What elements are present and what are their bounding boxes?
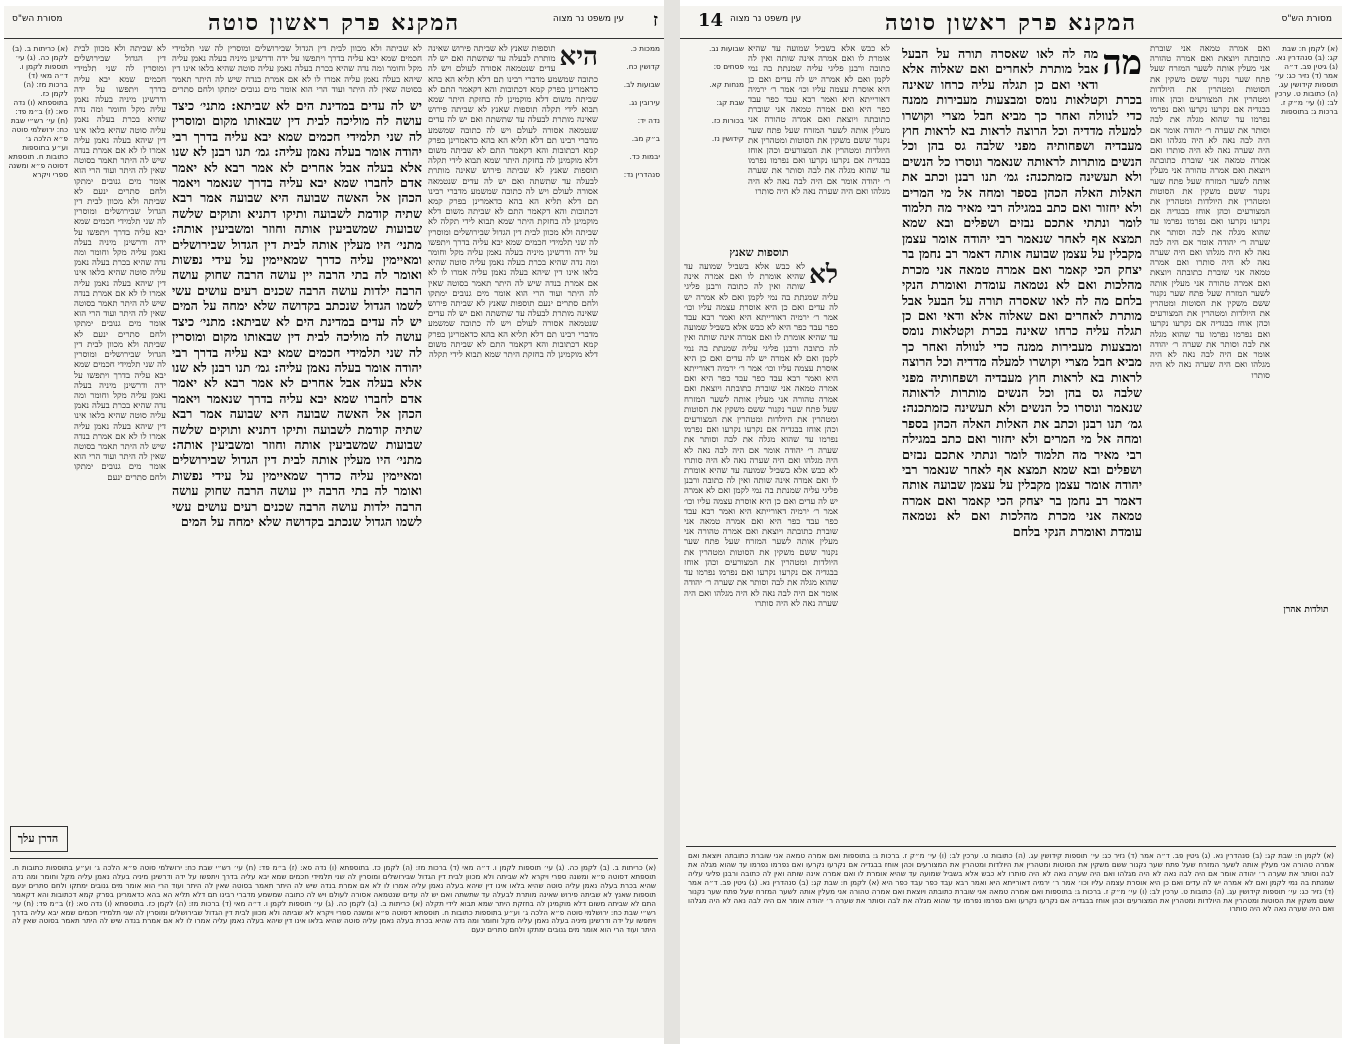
header-rule	[4, 38, 664, 39]
margin-note: קידושין נז.	[711, 134, 744, 143]
right-rashi-column	[1150, 44, 1270, 834]
right-ein-mishpat-column	[684, 44, 744, 244]
margin-note: קדושין כח.	[626, 62, 660, 71]
margin-note: נדה יד:	[637, 116, 660, 125]
left-page-letter: ז	[652, 10, 658, 31]
rashi-text-cont: לא שביתה ולא מכוון לבית דין הגדול שבירושלים ומוסרין לה שני תלמידי חכמים שמא יבא עליה בדרך ויתפשו על ידה ודרשינן מיניה בעלה נאמן עליה מקל וחומר ומה נדה שהיא בכרת בעלה נאמן עליה סוטה שהיא בלאו אינו דין שיהא בעלה נאמן עליה אמרו לו לא אם אמרת בנדה שיש לה היתר תאמר בסוטה שאין לה היתר ועוד הרי הוא אומר מים גנובים ימתקו ולחם סתרים ינעם	[74, 186, 166, 340]
section-head: הדרן עלך	[17, 832, 59, 845]
right-page-number: 14	[698, 10, 724, 31]
bottom-footnotes	[12, 864, 656, 1032]
left-ein-mishpat-column	[602, 44, 660, 604]
right-header-masoret: מסורת הש"ס	[1281, 14, 1332, 24]
margin-note: מנחות קא.	[709, 80, 744, 89]
tosafot-text-cont: ואם אמרה טמאה אני שוברת כתובתה ויוצאת ואם אמרה טהורה אני מעלין אותה לשער המזרח שעל פתח שער נקנור ששם משקין את הסוטות ומטהרין את היולדות ומטהרין את המצורעים וכהן אוחז בבגדיה אם נקרעו נקרעו ואם נפרמו נפרמו עד שהוא מגלה את לבה וסותר את שערה ר׳ יהודה אומר אם היה לבה נאה לא היה מגלהו ואם היה שערה נאה לא היה סותרו	[684, 374, 838, 466]
tosafot-text-cont: תוספות שאנץ לא שביתה פירוש שאינה מותרת לבעלה עד שתשתה ואם יש לה עדים שנטמאה אסורה לעולם ויש לה כתובה שמשמע מדברי רבינו תם דלא תליא הא בהא כדאמרינן בפרק קמא דכתובות והא דקאמר התם לא שביתה משום דלא מוקמינן לה בחזקת היתר שמא תבוא לידי תקלה	[428, 105, 598, 167]
rashi-top-text: לא שביתה ולא מכוון לבית דין הגדול שבירושלים ומוסרין לה שני תלמידי חכמים שמא יבא עליה בדרך ויתפשו על ידה ודרשינן מיניה בעלה נאמן עליה מקל וחומר ומה נדה שהיא בכרת בעלה נאמן עליה סוטה שהיא בלאו אינו דין שיהא בעלה נאמן עליה אמרו לו לא אם אמרת בנדה שיש לה היתר תאמר בסוטה שאין לה היתר ועוד הרי הוא אומר מים גנובים ימתקו ולחם סתרים	[172, 44, 422, 95]
right-page	[680, 6, 1342, 1038]
commentary-text: לא כבש אלא בשביל שמועה עד שהיא אומרת לו ואם אמרה אינה שותה ואין לה כתובה ורבנן פליגי עליה שמנתת בה נמי לקמן ואם לא אמרה יש לה עדים ואם כן היא אוסרת עצמה עליו וכו׳ אמר ר׳ ירמיה דאורייתא היא ואמר רבא עבד כפר עבד כפר היא	[748, 44, 890, 116]
margin-note: שבועות נב.	[709, 44, 744, 53]
left-page	[4, 6, 664, 1038]
gemara-top-rashi	[172, 44, 422, 96]
rashi-text: לא שביתה ולא מכוון לבית דין הגדול שבירושלים ומוסרין לה שני תלמידי חכמים שמא יבא עליה בדרך ויתפשו על ידה ודרשינן מיניה בעלה נאמן עליה מקל וחומר ומה נדה שהיא בכרת בעלה נאמן עליה סוטה שהיא בלאו אינו דין שיהא בעלה נאמן עליה אמרו לו לא אם אמרת בנדה שיש לה היתר תאמר בסוטה שאין לה היתר ועוד הרי הוא אומר מים גנובים ימתקו ולחם סתרים ינעם	[74, 44, 166, 197]
footnote-text-cont: לא כבש אלא בשביל שמועה עד שהיא אומרת לו ואם אמרה אינה שותה ואין לה כתובה ורבנן פליגי עליה שמנתת בה נמי לקמן ואם לא אמרה יש לה עדים ואם כן היא אוסרת עצמה עליו וכו׳ אמר ר׳ ירמיה דאורייתא היא ואמר רבא עבד כפר עבד כפר היא	[688, 868, 1334, 887]
footnote-text-cont: ואם אמרה טמאה אני שוברת כתובתה ויוצאת ואם אמרה טהורה אני מעלין אותה לשער המזרח שעל פתח שער נקנור ששם משקין את הסוטות ומטהרין את היולדות ומטהרין את המצורעים וכהן אוחז בבגדיה אם נקרעו נקרעו ואם נפרמו נפרמו עד שהוא מגלה את לבה וסותר את שערה ר׳ יהודה אומר אם היה לבה נאה לא היה מגלהו ואם היה שערה נאה לא היה סותרו	[688, 852, 1334, 878]
footnote-text-cont: ואם אמרה טמאה אני שוברת כתובתה ויוצאת ואם אמרה טהורה אני מעלין אותה לשער המזרח שעל פתח שער נקנור ששם משקין את הסוטות ומטהרין את היולדות ומטהרין את המצורעים וכהן אוחז בבגדיה אם נקרעו נקרעו ואם נפרמו נפרמו עד שהוא מגלה את לבה וסותר את שערה ר׳ יהודה אומר אם היה לבה נאה לא היה מגלהו ואם היה שערה נאה לא היה סותרו	[688, 886, 1334, 914]
footnote-text-cont: תוספות שאנץ לא שביתה פירוש שאינה מותרת לבעלה עד שתשתה ואם יש לה עדים שנטמאה אסורה לעולם ויש לה כתובה שמשמע מדברי רבינו תם דלא תליא הא בהא כדאמרינן בפרק קמא דכתובות והא דקאמר התם לא שביתה משום דלא מוקמינן לה בחזקת היתר שמא תבוא לידי תקלה	[12, 889, 656, 908]
margin-note: יבמות כד.	[629, 152, 660, 161]
gemara-main-text	[172, 98, 422, 848]
tosafot-text: תוספות שאנץ לא שביתה פירוש שאינה מותרת לבעלה עד שתשתה ואם יש לה עדים שנטמאה אסורה לעולם ויש לה כתובה שמשמע מדברי רבינו תם דלא תליא הא בהא כדאמרינן בפרק קמא דכתובות והא דקאמר התם לא שביתה משום דלא מוקמינן לה בחזקת היתר שמא תבוא לידי תקלה	[428, 44, 598, 116]
tosafot-text-cont: לא שביתה ולא מכוון לבית דין הגדול שבירושלים ומוסרין לה שני תלמידי חכמים שמא יבא עליה בדרך ויתפשו על ידה ודרשינן מיניה בעלה נאמן עליה מקל וחומר ומה נדה שהיא בכרת בעלה נאמן עליה סוטה שהיא בלאו אינו דין שיהא בעלה נאמן עליה אמרו לו לא אם אמרת בנדה שיש לה היתר תאמר בסוטה שאין לה היתר ועוד הרי הוא אומר מים גנובים ימתקו ולחם סתרים ינעם	[428, 217, 598, 310]
footnote-text-cont: לא שביתה ולא מכוון לבית דין הגדול שבירושלים ומוסרין לה שני תלמידי חכמים שמא יבא עליה בדרך ויתפשו על ידה ודרשינן מיניה בעלה נאמן עליה מקל וחומר ומה נדה שהיא בכרת בעלה נאמן עליה סוטה שהיא בלאו אינו דין שיהא בעלה נאמן עליה אמרו לו לא אם אמרת בנדה שיש לה היתר תאמר בסוטה שאין לה היתר ועוד הרי הוא אומר מים גנובים ימתקו ולחם סתרים ינעם	[12, 871, 656, 890]
masoret-text: (א) כריתות ב. (ב) לקמן כה. (ג) עי׳ תוספות לקמן ו. ד״ה מאי (ד) ברכות מז: (ה) לקמן כז. בתוספתא (ו) נדה סא: (ז) ב״מ פד: (ח) עי׳ רש״י שבת כח: ירושלמי סוטה פ״א הלכה ג׳ וע״ע בתוספות כתובות ח. תוספתא דסוטה פ״א ומשנה ספרי ויקרא	[8, 44, 68, 179]
gemara-text: מה לה לאו שאסרה תורה על הבעל אבל מותרת לאחרים ואם שאלוה אלא ודאי ואם כן תגלה עליה כרחו שאינה בכרת וקטלאות נומס ומבצעות מעבירות ממנה כדי לנוולה ואחר כך מביא חבל מצרי וקושרו למעלה מדדיה וכל הרוצה לראות בא לראות חוץ מעבדיה ושפחותיה מפני שלבה גס בהן וכל הנשים מותרות לראותה שנאמר ונוסרו כל הנשים ולא תעשינה כזמתכנה: גמ׳ תנו רבנן וכתב את האלות האלה הכהן בספר ומחה אל מי המרים ולא יחזור ואם כתב במגילה רבי מאיר מה תלמוד לומר ונתתי אתכם נבזים ושפלים ובא שמא תמצא אף לאחר שנאמר רבי יהודה אומר עצמן מקבלין על עצמן שבועה אותה דאמר רב נחמן בר יצחק הכי קאמר ואם אמרה טמאה אני מכרת מהלכות ואם לא נטמאה עומדת ואומרת הנקי בלחם	[902, 46, 1142, 308]
margin-note: ממכות כ.	[630, 44, 660, 53]
footnote-text-cont: לא שביתה ולא מכוון לבית דין הגדול שבירושלים ומוסרין לה שני תלמידי חכמים שמא יבא עליה בדרך ויתפשו על ידה ודרשינן מיניה בעלה נאמן עליה מקל וחומר ומה נדה שהיא בכרת בעלה נאמן עליה סוטה שהיא בלאו אינו דין שיהא בעלה נאמן עליה אמרו לו לא אם אמרת בנדה שיש לה היתר תאמר בסוטה שאין לה היתר ועוד הרי הוא אומר מים גנובים ימתקו ולחם סתרים ינעם	[12, 907, 656, 935]
footnote-text-cont: (א) כריתות ב. (ב) לקמן כה. (ג) עי׳ תוספות לקמן ו. ד״ה מאי (ד) ברכות מז: (ה) לקמן כז. בתוספתא (ו) נדה סא: (ז) ב״מ פד: (ח) עי׳ רש״י שבת כח: ירושלמי סוטה פ״א הלכה ג׳ וע״ע בתוספות כתובות ח. תוספתא דסוטה פ״א ומשנה ספרי ויקרא	[12, 898, 656, 917]
margin-note: שבועות לב.	[623, 80, 660, 89]
margin-note: פסחים ס:	[713, 62, 744, 71]
left-header	[4, 10, 664, 36]
masoret-text: (א) לקמן ח: שבת קג: (ב) סנהדרין נא. (ג) גיטין פב. ד״ה אמר (ד) נזיר כג: עי׳ תוספות קידושין עג. (ה) כתובות ט. ערכין לב: (ו) עי׳ מ״ק ז. ברכות ג: בתוספות	[1274, 44, 1338, 116]
tosafot-text-cont: תוספות שאנץ לא שביתה פירוש שאינה מותרת לבעלה עד שתשתה ואם יש לה עדים שנטמאה אסורה לעולם ויש לה כתובה שמשמע מדברי רבינו תם דלא תליא הא בהא כדאמרינן בפרק קמא דכתובות והא דקאמר התם לא שביתה משום דלא מוקמינן לה בחזקת היתר שמא תבוא לידי תקלה	[428, 166, 598, 228]
tosafot-lead-word: היא	[559, 44, 598, 72]
rashi-column	[74, 44, 166, 854]
book-gutter	[664, 0, 680, 1044]
footnote-text: (א) לקמן ח: שבת קג: (ב) סנהדרין נא. (ג) גיטין פב. ד״ה אמר (ד) נזיר כג: עי׳ תוספות קידושין עג. (ה) כתובות ט. ערכין לב: (ו) עי׳ מ״ק ז. ברכות ג: בתוספות	[843, 852, 1334, 860]
right-bottom-footnotes	[688, 852, 1334, 1032]
rashi-text-cont: ואם אמרה טמאה אני שוברת כתובתה ויוצאת ואם אמרה טהורה אני מעלין אותה לשער המזרח שעל פתח שער נקנור ששם משקין את הסוטות ומטהרין את היולדות ומטהרין את המצורעים וכהן אוחז בבגדיה אם נקרעו נקרעו ואם נפרמו נפרמו עד שהוא מגלה את לבה וסותר את שערה ר׳ יהודה אומר אם היה לבה נאה לא היה מגלהו ואם היה שערה נאה לא היה סותרו	[1150, 146, 1270, 269]
opening-word: מה	[1102, 46, 1142, 83]
rashi-text-cont: ואם אמרה טמאה אני שוברת כתובתה ויוצאת ואם אמרה טהורה אני מעלין אותה לשער המזרח שעל פתח שער נקנור ששם משקין את הסוטות ומטהרין את היולדות ומטהרין את המצורעים וכהן אוחז בבגדיה אם נקרעו נקרעו ואם נפרמו נפרמו עד שהוא מגלה את לבה וסותר את שערה ר׳ יהודה אומר אם היה לבה נאה לא היה מגלהו ואם היה שערה נאה לא היה סותרו	[1150, 258, 1270, 381]
tosafot-text-cont: תוספות שאנץ לא שביתה פירוש שאינה מותרת לבעלה עד שתשתה ואם יש לה עדים שנטמאה אסורה לעולם ויש לה כתובה שמשמע מדברי רבינו תם דלא תליא הא בהא כדאמרינן בפרק קמא דכתובות והא דקאמר התם לא שביתה משום דלא מוקמינן לה בחזקת היתר שמא תבוא לידי תקלה	[428, 299, 598, 361]
right-gemara-main-text	[902, 46, 1142, 836]
footnote-text: (א) כריתות ב. (ב) לקמן כה. (ג) עי׳ תוספות לקמן ו. ד״ה מאי (ד) ברכות מז: (ה) לקמן כז. בתוספתא (ו) נדה סא: (ז) ב״מ פד: (ח) עי׳ רש״י שבת כח: ירושלמי סוטה פ״א הלכה ג׳ וע״ע בתוספות כתובות ח. תוספתא דסוטה פ״א ומשנה ספרי ויקרא	[12, 864, 656, 881]
tosafot-lead-word: לא	[809, 262, 838, 290]
gemara-text: יש לה עדים במדינת הים לא שביתא: מתני׳ כיצד עושה לה מוליכה לבית דין שבאותו מקום ומוסרין לה שני תלמידי חכמים שמא יבא עליה בדרך רבי יהודה אומר בעלה נאמן עליה: גמ׳ תנו רבנן לא שנו אלא בעלה אבל אחרים לא אמר רבא לא יאמר אדם לחברו שמא יבא עליה בדרך שנאמר ויאמר הכהן אל האשה שבועה היא שבועה אמר רבא שתיה קודמת לשבועה ותיקו דתניא ותוקים שלשה שבועות שמשביעין אותה וחוזר ומשביעין אותה: מתני׳ היו מעלין אותה לבית דין הגדול שבירושלים ומאיימין עליה כדרך שמאיימין על עידי נפשות ואומר לה בתי הרבה יין עושה הרבה שחוק עושה הרבה ילדות עושה הרבה שכנים רעים עושים עשי לשמו הגדול שנכתב בקדושה שלא ימחה על המים	[172, 98, 422, 314]
toldot-heading: תולדות אהרן	[1283, 605, 1329, 615]
footnote-rule	[10, 858, 658, 859]
tosafot-text: לא כבש אלא בשביל שמועה עד שהיא אומרת לו ואם אמרה אינה שותה ואין לה כתובה ורבנן פליגי עליה שמנתת בה נמי לקמן ואם לא אמרה יש לה עדים ואם כן היא אוסרת עצמה עליו וכו׳ אמר ר׳ ירמיה דאורייתא היא ואמר רבא עבד כפר עבד כפר היא	[684, 262, 838, 334]
right-header	[680, 10, 1342, 36]
margin-note: שבת קג:	[716, 98, 744, 107]
margin-note: בכורות כז.	[711, 116, 744, 125]
left-header-ein-mishpat: עין משפט נר מצוה	[552, 14, 624, 24]
right-masoret-column	[1274, 44, 1338, 834]
gemara-text-cont: מה לה לאו שאסרה תורה על הבעל אבל מותרת לאחרים ואם שאלוה אלא ודאי ואם כן תגלה עליה כרחו שאינה בכרת וקטלאות נומס ומבצעות מעבירות ממנה כדי לנוולה ואחר כך מביא חבל מצרי וקושרו למעלה מדדיה וכל הרוצה לראות בא לראות חוץ מעבדיה ושפחותיה מפני שלבה גס בהן וכל הנשים מותרות לראותה שנאמר ונוסרו כל הנשים ולא תעשינה כזמתכנה: גמ׳ תנו רבנן וכתב את האלות האלה הכהן בספר ומחה אל מי המרים ולא יחזור ואם כתב במגילה רבי מאיר מה תלמוד לומר ונתתי אתכם נבזים ושפלים ובא שמא תמצא אף לאחר שנאמר רבי יהודה אומר עצמן מקבלין על עצמן שבועה אותה דאמר רב נחמן בר יצחק הכי קאמר ואם אמרה טמאה אני מכרת מהלכות ואם לא נטמאה עומדת ואומרת הנקי בלחם	[902, 292, 1142, 539]
left-header-masoret: מסורת הש"ס	[12, 14, 63, 24]
tosafot-text-cont: לא כבש אלא בשביל שמועה עד שהיא אומרת לו ואם אמרה אינה שותה ואין לה כתובה ורבנן פליגי עליה שמנתת בה נמי לקמן ואם לא אמרה יש לה עדים ואם כן היא אוסרת עצמה עליו וכו׳ אמר ר׳ ירמיה דאורייתא היא ואמר רבא עבד כפר עבד כפר היא	[684, 466, 838, 528]
commentary-text-cont: ואם אמרה טמאה אני שוברת כתובתה ויוצאת ואם אמרה טהורה אני מעלין אותה לשער המזרח שעל פתח שער נקנור ששם משקין את הסוטות ומטהרין את היולדות ומטהרין את המצורעים וכהן אוחז בבגדיה אם נקרעו נקרעו ואם נפרמו נפרמו עד שהוא מגלה את לבה וסותר את שערה ר׳ יהודה אומר אם היה לבה נאה לא היה מגלהו ואם היה שערה נאה לא היה סותרו	[748, 105, 890, 197]
tosafot-text-cont: ואם אמרה טמאה אני שוברת כתובתה ויוצאת ואם אמרה טהורה אני מעלין אותה לשער המזרח שעל פתח שער נקנור ששם משקין את הסוטות ומטהרין את היולדות ומטהרין את המצורעים וכהן אוחז בבגדיה אם נקרעו נקרעו ואם נפרמו נפרמו עד שהוא מגלה את לבה וסותר את שערה ר׳ יהודה אומר אם היה לבה נאה לא היה מגלהו ואם היה שערה נאה לא היה סותרו	[684, 517, 838, 609]
rashi-text: ואם אמרה טמאה אני שוברת כתובתה ויוצאת ואם אמרה טהורה אני מעלין אותה לשער המזרח שעל פתח שער נקנור ששם משקין את הסוטות ומטהרין את היולדות ומטהרין את המצורעים וכהן אוחז בבגדיה אם נקרעו נקרעו ואם נפרמו נפרמו עד שהוא מגלה את לבה וסותר את שערה ר׳ יהודה אומר אם היה לבה נאה לא היה מגלהו ואם היה שערה נאה לא היה סותרו	[1150, 44, 1270, 157]
right-top-left-commentary	[748, 44, 890, 240]
right-tosafot-column	[684, 262, 838, 822]
masoret-hashas-column	[8, 44, 68, 854]
left-page-title: המקנא פרק ראשון סוטה	[207, 10, 461, 36]
tosafot-heading: תוספות שאנץ	[729, 246, 789, 259]
header-rule	[680, 38, 1342, 39]
footnote-text-cont: (א) לקמן ח: שבת קג: (ב) סנהדרין נא. (ג) גיטין פב. ד״ה אמר (ד) נזיר כג: עי׳ תוספות קידושין עג. (ה) כתובות ט. ערכין לב: (ו) עי׳ מ״ק ז. ברכות ג: בתוספות	[688, 877, 1334, 896]
margin-note: ב״ק מב.	[631, 134, 660, 143]
right-header-ein-mishpat: עין משפט נר מצוה	[730, 14, 802, 24]
margin-note: סנהדרין נד:	[623, 170, 660, 179]
tosafot-column	[428, 44, 598, 854]
right-page-title: המקנא פרק ראשון סוטה	[884, 10, 1138, 36]
gemara-text-cont: יש לה עדים במדינת הים לא שביתא: מתני׳ כיצד עושה לה מוליכה לבית דין שבאותו מקום ומוסרין לה שני תלמידי חכמים שמא יבא עליה בדרך רבי יהודה אומר בעלה נאמן עליה: גמ׳ תנו רבנן לא שנו אלא בעלה אבל אחרים לא אמר רבא לא יאמר אדם לחברו שמא יבא עליה בדרך שנאמר ויאמר הכהן אל האשה שבועה היא שבועה אמר רבא שתיה קודמת לשבועה ותיקו דתניא ותוקים שלשה שבועות שמשביעין אותה וחוזר ומשביעין אותה: מתני׳ היו מעלין אותה לבית דין הגדול שבירושלים ומאיימין עליה כדרך שמאיימין על עידי נפשות ואומר לה בתי הרבה יין עושה הרבה שחוק עושה הרבה ילדות עושה הרבה שכנים רעים עושים עשי לשמו הגדול שנכתב בקדושה שלא ימחה על המים	[172, 313, 422, 529]
footnote-rule	[686, 846, 1336, 847]
margin-note: עירובין נג.	[628, 98, 660, 107]
tosafot-text-cont: לא כבש אלא בשביל שמועה עד שהיא אומרת לו ואם אמרה אינה שותה ואין לה כתובה ורבנן פליגי עליה שמנתת בה נמי לקמן ואם לא אמרה יש לה עדים ואם כן היא אוסרת עצמה עליו וכו׳ אמר ר׳ ירמיה דאורייתא היא ואמר רבא עבד כפר עבד כפר היא	[684, 323, 838, 385]
rashi-text-cont: לא שביתה ולא מכוון לבית דין הגדול שבירושלים ומוסרין לה שני תלמידי חכמים שמא יבא עליה בדרך ויתפשו על ידה ודרשינן מיניה בעלה נאמן עליה מקל וחומר ומה נדה שהיא בכרת בעלה נאמן עליה סוטה שהיא בלאו אינו דין שיהא בעלה נאמן עליה אמרו לו לא אם אמרת בנדה שיש לה היתר תאמר בסוטה שאין לה היתר ועוד הרי הוא אומר מים גנובים ימתקו ולחם סתרים ינעם	[74, 329, 166, 483]
